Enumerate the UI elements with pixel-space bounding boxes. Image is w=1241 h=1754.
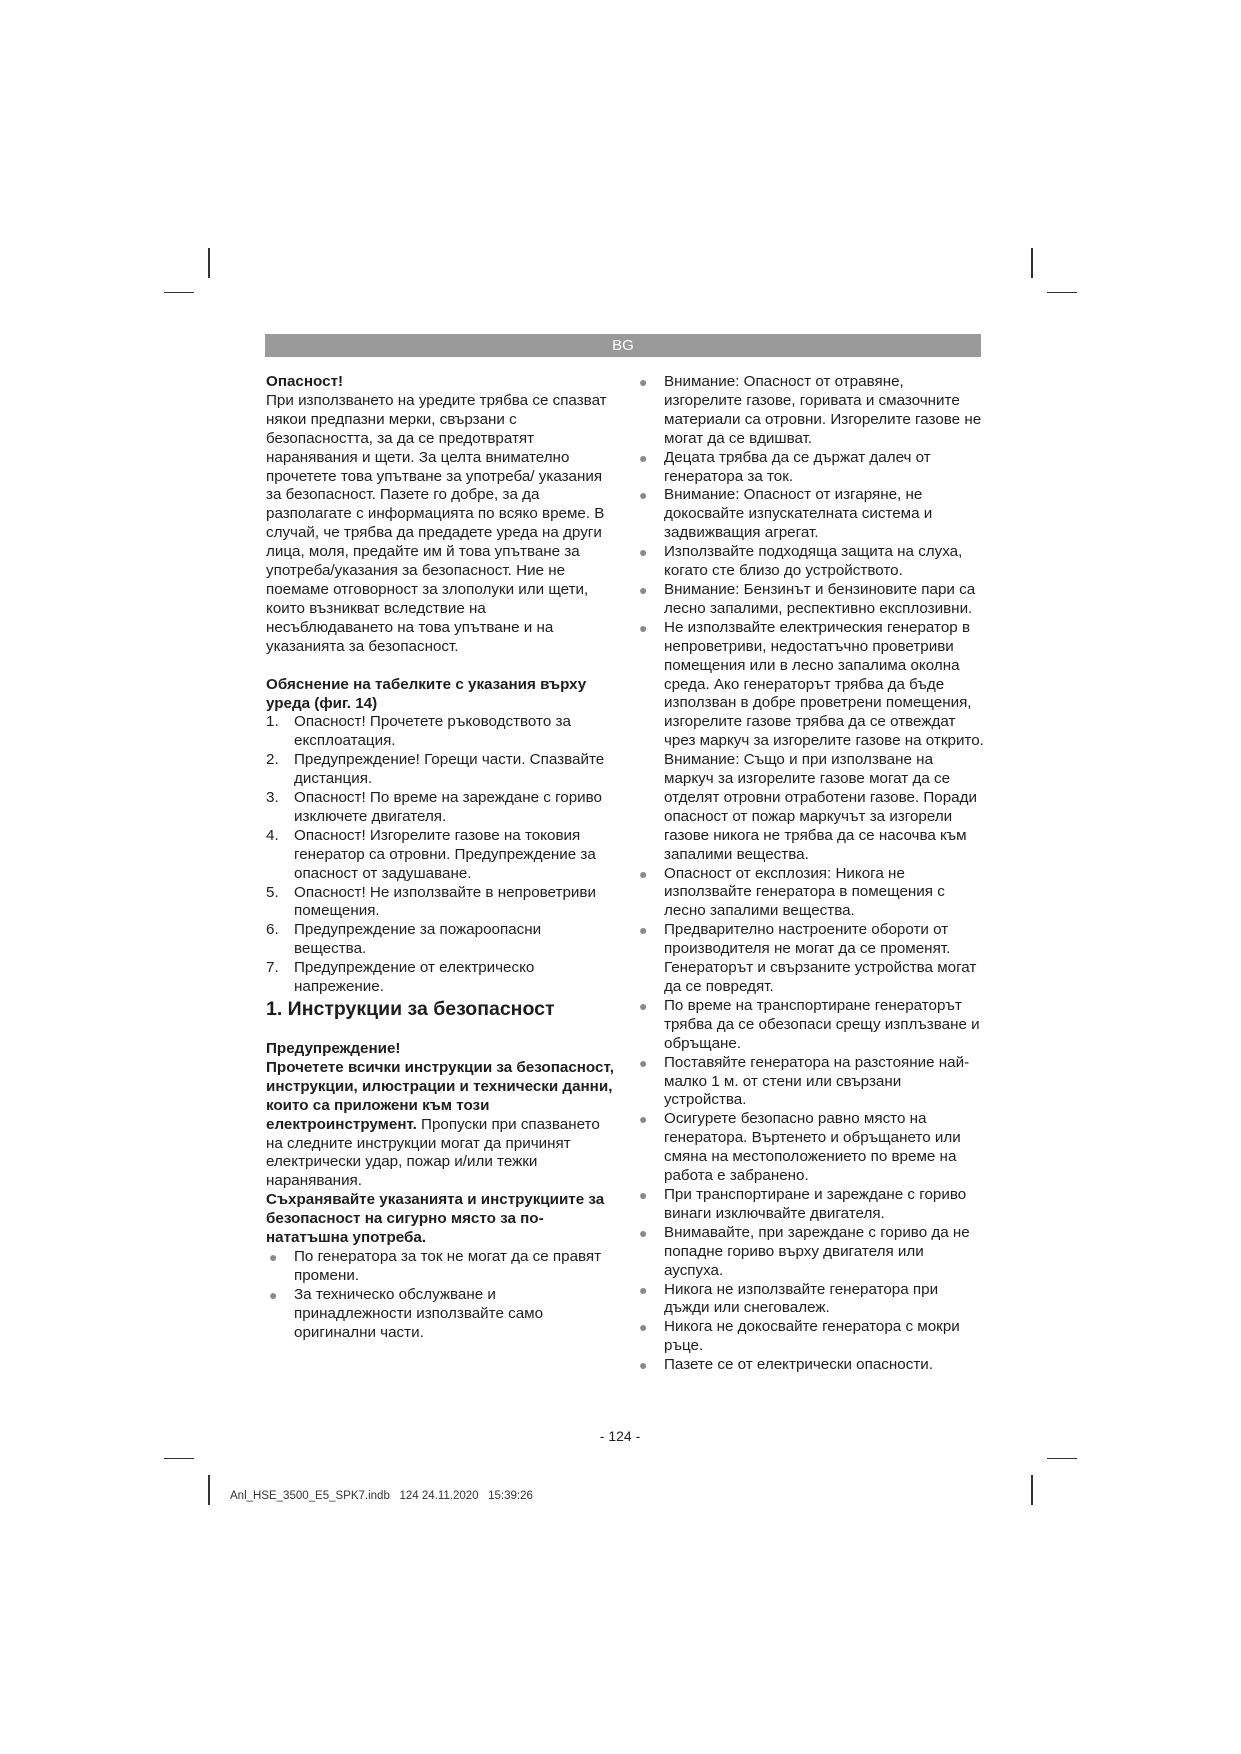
list-item: ● Внимание: Опасност от отравяне, изгорелите газове, горивата и смазочните материали са отровни. Изгорелите газове не могат да се вдишват. <box>639 373 982 447</box>
list-item: ● Осигурете безопасно равно място на генератора. Въртенето и обръщането или смяна на местоположението по време на работа е забранено. <box>639 1110 961 1185</box>
footer-time: 15:39:26 <box>488 1490 533 1502</box>
signs-list-item: 5. Опасност! Не използвайте в непроветриви помещения. <box>266 883 596 920</box>
right-column <box>636 373 984 1375</box>
section-title: 1. Инструкции за безопасност <box>266 998 555 1020</box>
signs-list <box>266 713 616 997</box>
signs-list-item: 6. Предупреждение за пожароопасни вещества. <box>266 921 542 958</box>
signs-list-item: 4. Опасност! Изгорелите газове на токовия генератор са отровни. Предупреждение за опасност от задушаване. <box>266 826 596 882</box>
danger-title: Опасност! <box>266 373 344 390</box>
bullet-icon: ● <box>639 1357 648 1374</box>
list-item: ● Внимание: Опасност от изгаряне, не докосвайте изпускателната система и задвижващия агрегат. <box>639 486 933 542</box>
warning-bold-text: Прочетете всички инструкции за безопасност, инструкции, илюстрации и технически данни, които са приложени към този електроинструмент. <box>266 1058 614 1133</box>
signs-list-item: 1. Опасност! Прочетете ръководството за експлоатация. <box>266 713 571 750</box>
bullet-icon: ● <box>639 449 648 466</box>
list-item: ● За техническо обслужване и принадлежности използвайте само оригинални части. <box>269 1285 544 1341</box>
footer-page: 124 <box>399 1490 419 1502</box>
list-item: ● Опасност от експлозия: Никога не използвайте генератора в помещения с лесно запалими вещества. <box>639 864 945 920</box>
left-column <box>266 373 616 1343</box>
list-item: ● При транспортиране и зареждане с гориво винаги изключвайте двигателя. <box>639 1185 967 1222</box>
keep-instructions-note: Съхранявайте указанията и инструкциите за безопасност на сигурно място за по-нататъшна употреба. <box>266 1191 605 1247</box>
crop-mark-bottom-right-horizontal <box>1047 1458 1077 1459</box>
crop-mark-bottom-left-vertical <box>208 1475 210 1505</box>
crop-mark-bottom-left-horizontal <box>164 1458 194 1459</box>
list-item: ● Поставяйте генератора на разстояние най-малко 1 м. от стени или свързани устройства. <box>639 1053 970 1109</box>
list-item: ● Предварително настроените обороти от производителя не могат да се променят. Генераторът и свързаните устройства могат да се повредят. <box>639 921 977 995</box>
list-item: ● Внимавайте, при зареждане с гориво да не попадне гориво върху двигателя или ауспуха. <box>639 1223 970 1279</box>
bullet-icon: ● <box>639 544 648 561</box>
page-number: - 124 - <box>599 1428 641 1444</box>
list-item: ● Никога не използвайте генератора при дъжди или снеговалеж. <box>639 1280 939 1317</box>
bullet-icon: ● <box>639 581 648 598</box>
bullet-icon: ● <box>269 1286 278 1303</box>
bullet-icon: ● <box>639 487 648 504</box>
list-item: ● По време на транспортиране генераторът трябва да се обезопаси срещу изплъзване и обръщане. <box>639 996 980 1052</box>
list-item: ● Пазете се от електрически опасности. <box>639 1356 933 1374</box>
bullet-icon: ● <box>639 374 648 390</box>
signs-heading: Обяснение на табелките с указания върху уреда (фиг. 14) <box>266 675 587 712</box>
warning-title: Предупреждение! <box>266 1040 401 1057</box>
danger-paragraph: При използването на уредите трябва се спазват някои предпазни мерки, свързани с безопасността, за да се предотвратят наранявания и щети. За целта внимателно прочетете това упътване за употреба/ указания за безопасност. Пазете го добре, за да разполагате с информацията по всяко време. В случай, че трябва да предадете уреда на други лица, моля, предайте им й това упътване за употреба/указания за безопасност. Ние не поемаме отговорност за злополуки или щети, които възникват вследствие на несъблюдаването на това упътване и на указанията за безопасност. <box>266 391 607 655</box>
signs-list-item: 2. Предупреждение! Горещи части. Спазвайте дистанция. <box>266 751 605 788</box>
signs-list-item: 3. Опасност! По време на зареждане с гориво изключете двигателя. <box>266 789 602 825</box>
bullet-icon: ● <box>639 922 648 939</box>
list-item: ● Децата трябва да се държат далеч от генератора за ток. <box>639 448 931 485</box>
right-bullet-list <box>636 373 984 1375</box>
crop-mark-top-left-horizontal <box>164 292 194 293</box>
bullet-icon: ● <box>639 1281 648 1298</box>
bullet-icon: ● <box>639 1054 648 1071</box>
crop-mark-top-right-vertical <box>1031 248 1033 278</box>
warning-text: Пропуски при спазването на следните инструкции могат да причинят електрически удар, пожар и/или тежки наранявания. <box>266 1115 600 1190</box>
bullet-icon: ● <box>639 1111 648 1128</box>
bullet-icon: ● <box>639 1186 648 1203</box>
crop-mark-top-left-vertical <box>208 248 210 278</box>
bullet-icon: ● <box>639 1224 648 1241</box>
print-footer <box>230 1490 533 1502</box>
crop-mark-top-right-horizontal <box>1047 292 1077 293</box>
bullet-icon: ● <box>639 619 648 636</box>
list-item: ● По генератора за ток не могат да се правят промени. <box>269 1247 602 1284</box>
bullet-icon: ● <box>639 1319 648 1336</box>
bullet-icon: ● <box>269 1248 278 1265</box>
warning-paragraph <box>266 1059 616 1191</box>
list-item: ● Никога не докосвайте генератора с мокри ръце. <box>639 1318 960 1355</box>
footer-date: 24.11.2020 <box>421 1490 479 1502</box>
language-header-bar <box>265 334 981 357</box>
bullet-icon: ● <box>639 997 648 1014</box>
list-item: ● Не използвайте електрическия генератор в непроветриви, недостатъчно проветриви помещения или в лесно запалима околна среда. Ако генераторът трябва да бъде използван в добре проветрени помещения, изгорелите газове трябва да се отвеждат чрез маркуч за изгорелите газове на открито. Внимание: Също и при използване на маркуч за изгорелите газове могат да се отделят отровни отработени газове. Поради опасност от пожар маркучът за изгорели газове никога не трябва да се насочва към запалими вещества. <box>639 618 984 863</box>
list-item: ● Използвайте подходяща защита на слуха, когато сте близо до устройството. <box>639 543 963 580</box>
crop-mark-bottom-right-vertical <box>1031 1475 1033 1505</box>
bullet-icon: ● <box>639 865 648 882</box>
left-bullet-list <box>266 1248 616 1343</box>
signs-list-item: 7. Предупреждение от електрическо напрежение. <box>266 959 535 996</box>
footer-file: Anl_HSE_3500_E5_SPK7.indb <box>230 1490 390 1502</box>
list-item: ● Внимание: Бензинът и бензиновите пари са лесно запалими, респективно експлозивни. <box>639 580 976 617</box>
language-tag: BG <box>612 337 634 354</box>
